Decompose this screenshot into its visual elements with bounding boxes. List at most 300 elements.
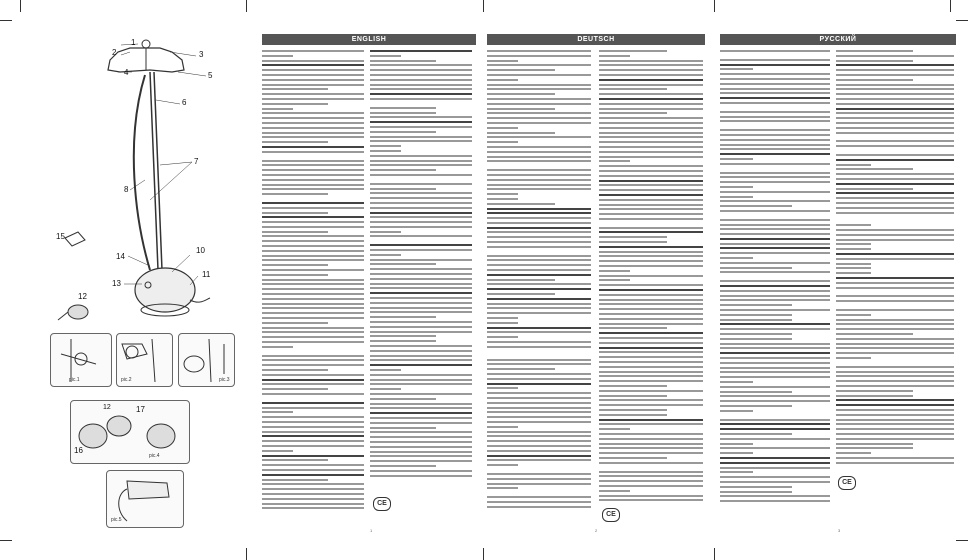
text-line [599,227,703,229]
text-line [599,241,667,243]
text-line [262,179,364,181]
text-line [836,295,954,297]
text-line [720,452,753,454]
text-line [262,269,364,271]
text-line [370,340,436,342]
text-line [370,316,436,318]
text-line [599,50,667,52]
text-line [599,265,703,267]
text-line [720,176,830,178]
text-line [720,367,830,369]
text-line [836,282,954,284]
text-line [599,419,703,421]
text-line [720,333,792,335]
text-line [262,288,364,290]
figure-label: pic.3 [219,377,230,383]
text-line [487,450,591,452]
callout-3: 3 [199,50,204,59]
text-line [599,275,703,277]
text-line [370,169,436,171]
text-line [599,490,630,492]
text-line [487,387,518,389]
text-line [599,279,630,281]
text-line [262,79,364,81]
text-line [487,435,591,437]
text-line [262,69,364,71]
text-line [370,321,472,323]
text-line [836,357,871,359]
text-line [836,202,954,204]
text-line [370,192,472,194]
text-line [836,207,954,209]
text-line [370,427,436,429]
text-line [487,60,518,62]
text-line [720,357,830,359]
text-line [720,476,830,478]
text-line [262,459,328,461]
text-line [487,55,591,57]
text-line [599,380,703,382]
text-line [720,280,830,282]
text-line [487,478,591,480]
crop-mark [714,0,715,12]
text-line [836,253,954,255]
text-line [370,112,436,114]
russian-page [718,0,963,560]
text-line [487,293,555,295]
text-line [599,88,667,90]
text-line [370,145,401,147]
text-line [599,64,703,66]
text-line [262,108,293,110]
text-line [370,379,472,381]
text-line [370,446,472,448]
text-line [720,457,830,459]
text-line [720,438,830,440]
text-line [370,350,472,352]
text-line [599,414,667,416]
text-line [487,74,591,76]
callout-5: 5 [208,71,213,80]
text-line [370,88,472,90]
text-line [487,440,591,442]
text-line [720,120,830,122]
text-line [487,174,591,176]
text-line [836,248,871,250]
text-line [487,341,591,343]
text-line [599,60,703,62]
text-line [370,259,472,261]
text-line [370,273,472,275]
text-line [487,98,591,100]
text-line [487,146,591,148]
text-line [599,112,667,114]
text-line [487,269,591,271]
text-line [720,371,830,373]
text-line [599,332,703,334]
text-line [262,84,364,86]
text-line [836,88,954,90]
text-line [370,150,401,152]
text-line [836,385,954,387]
text-line [599,84,703,86]
ce-mark: CE [602,508,620,522]
text-line [262,103,328,105]
text-line [836,347,954,349]
text-line [720,352,830,354]
text-line [836,192,954,194]
text-line [262,341,364,343]
text-line [599,255,703,257]
text-line [370,249,472,251]
text-line [836,443,913,445]
text-line [487,160,591,162]
text-line [599,447,703,449]
text-line [599,251,703,253]
text-line [599,423,703,425]
text-line [487,464,518,466]
text-line [370,221,472,223]
text-line [370,331,472,333]
text-line [720,505,830,509]
text-line [262,402,364,404]
text-line [487,246,591,248]
text-line [370,388,401,390]
text-line [720,262,830,264]
crop-mark [483,0,484,12]
text-line [487,392,591,394]
text-line [487,193,518,195]
text-line [487,397,591,399]
text-line [262,283,364,285]
text-line [836,314,871,316]
text-line [836,457,954,459]
text-line [720,386,830,388]
text-line [836,108,954,110]
text-line [370,74,472,76]
text-line [720,467,830,469]
text-line [370,216,472,218]
text-line [370,422,472,424]
text-line [262,322,328,324]
text-line [720,50,830,52]
text-line [599,260,703,262]
text-line [720,471,753,473]
text-line [262,469,364,471]
text-line [720,491,792,493]
text-line [262,117,364,119]
text-line [599,375,703,377]
text-line [262,388,328,390]
text-line [836,338,954,340]
text-line [487,279,555,281]
text-line [836,333,913,335]
text-line [370,164,472,166]
text-line [599,127,703,129]
text-line [720,129,830,131]
text-line [370,126,472,128]
text-line [720,116,830,118]
text-line [599,495,703,497]
text-line [487,487,518,489]
text-line [720,59,830,61]
text-line [720,309,830,311]
text-line [487,331,591,333]
text-line [599,390,703,392]
callout-13: 13 [112,279,121,288]
text-line [599,289,703,291]
text-line [370,326,472,328]
text-line [487,312,591,314]
text-line [487,122,591,124]
text-line [487,69,555,71]
text-line [370,465,436,467]
text-line [720,97,830,99]
text-line [370,136,472,138]
text-line [720,495,830,497]
deutsch-page [485,0,707,560]
text-line [262,60,364,62]
text-line [720,395,830,397]
text-line [262,483,364,485]
text-line [599,270,630,272]
text-line [487,136,591,138]
text-line [370,417,472,419]
crop-mark [246,548,247,560]
text-line [836,419,954,421]
text-line [836,178,954,180]
text-line [262,174,364,176]
text-line [370,212,472,214]
text-line [370,116,472,118]
text-line [487,79,518,81]
text-line [836,371,954,373]
text-line [487,88,591,90]
text-line [836,300,954,302]
text-line [836,267,871,269]
figure-label: pic.2 [121,377,132,383]
text-line [836,173,954,175]
text-line [262,55,293,57]
text-line [836,366,954,368]
text-line [599,284,703,286]
text-line [487,307,591,309]
text-line [262,202,364,204]
text-line [370,292,472,294]
text-line [720,92,830,94]
text-line [836,122,954,124]
text-line [599,485,703,487]
text-line [262,245,364,247]
text-line [487,184,591,186]
text-line [370,226,472,228]
text-line [262,127,364,129]
text-line [720,78,830,80]
text-line [262,488,364,490]
text-line [262,435,364,437]
text-line [720,144,830,146]
text-line [262,250,364,252]
text-line [836,395,913,397]
text-line [599,356,703,358]
text-line [720,486,792,488]
text-line [487,141,518,143]
text-line [370,355,472,357]
text-line [262,226,364,228]
text-line [370,407,472,409]
text-line [487,236,591,238]
text-line [720,285,830,287]
text-line [487,455,591,457]
text-line [720,73,830,75]
text-line [262,450,293,452]
text-line [487,188,591,190]
callout-16: 16 [74,446,83,455]
text-line [262,74,364,76]
text-line [599,395,667,397]
text-line [487,231,591,233]
text-line [487,64,591,66]
text-line [720,181,830,183]
text-line [720,319,792,321]
text-line [262,364,364,366]
text-line [370,55,401,57]
text-line [262,136,364,138]
text-line [370,244,472,246]
text-line [599,93,703,95]
text-line [262,164,364,166]
text-line [599,385,667,387]
text-line [370,155,472,157]
text-line [720,233,830,235]
text-line [487,227,591,229]
text-line [262,331,364,333]
figure-label: pic.5 [111,517,122,523]
callout-15: 15 [56,232,65,241]
text-line [720,433,792,435]
text-line [262,193,328,195]
text-line [262,216,364,218]
text-line [720,343,830,345]
text-line [487,179,591,181]
text-line [262,303,364,305]
text-line [720,111,830,113]
callout-4: 4 [124,68,129,77]
text-line [487,346,591,348]
text-line [599,337,703,339]
text-line [487,50,591,52]
text-line [720,267,792,269]
text-line [599,160,630,162]
text-line [370,369,401,371]
text-line [599,452,703,454]
text-line [262,151,364,153]
text-line [487,483,591,485]
text-line [487,298,591,300]
text-line [487,407,591,409]
text-line [370,160,472,162]
text-line [836,375,954,377]
text-line [487,132,555,134]
text-line [720,290,830,292]
text-line [720,271,830,273]
text-line [599,475,703,477]
text-line [836,154,954,156]
text-line [836,159,954,161]
text-line [487,402,591,404]
text-line [262,426,364,428]
text-line [720,224,830,226]
text-line [599,199,703,201]
text-line [487,501,591,503]
callout-12: 12 [103,404,111,411]
text-line [599,327,667,329]
text-line [487,169,591,171]
text-line [599,175,703,177]
text-line [720,447,830,449]
text-line [370,475,472,477]
text-line [262,431,364,433]
text-line [599,151,703,153]
text-line [487,416,591,418]
text-line [487,222,591,224]
text-line [487,303,591,305]
text-line [262,503,364,505]
text-line [836,212,954,214]
text-line [487,336,518,338]
text-line [262,160,364,162]
text-line [599,79,703,81]
text-line [262,298,364,300]
text-line [720,323,830,325]
text-line [836,309,954,311]
text-line [836,239,954,241]
text-line [836,79,913,81]
text-line [720,88,830,90]
text-line [836,183,954,185]
text-line [262,141,328,143]
text-line [720,210,830,212]
text-line [487,473,591,475]
text-line [487,445,591,447]
text-line [487,217,591,219]
text-line [836,343,954,345]
text-line [720,257,753,259]
text-line [262,411,293,413]
text-line [262,355,364,357]
text-line [262,274,328,276]
text-line [370,398,436,400]
text-line [720,186,753,188]
text-line [370,335,436,337]
text-line [262,464,364,466]
text-line [262,317,364,319]
text-line [487,368,555,370]
text-line [599,457,667,459]
text-line [370,93,472,95]
text-line [720,83,830,85]
text-line [599,438,703,440]
text-line [370,140,472,142]
text-column [370,50,472,479]
callout-17: 17 [136,405,145,414]
text-line [599,69,703,71]
text-line [599,213,703,215]
text-line [487,203,555,205]
text-line [720,295,830,297]
text-line [262,235,364,237]
text-line [836,462,954,464]
